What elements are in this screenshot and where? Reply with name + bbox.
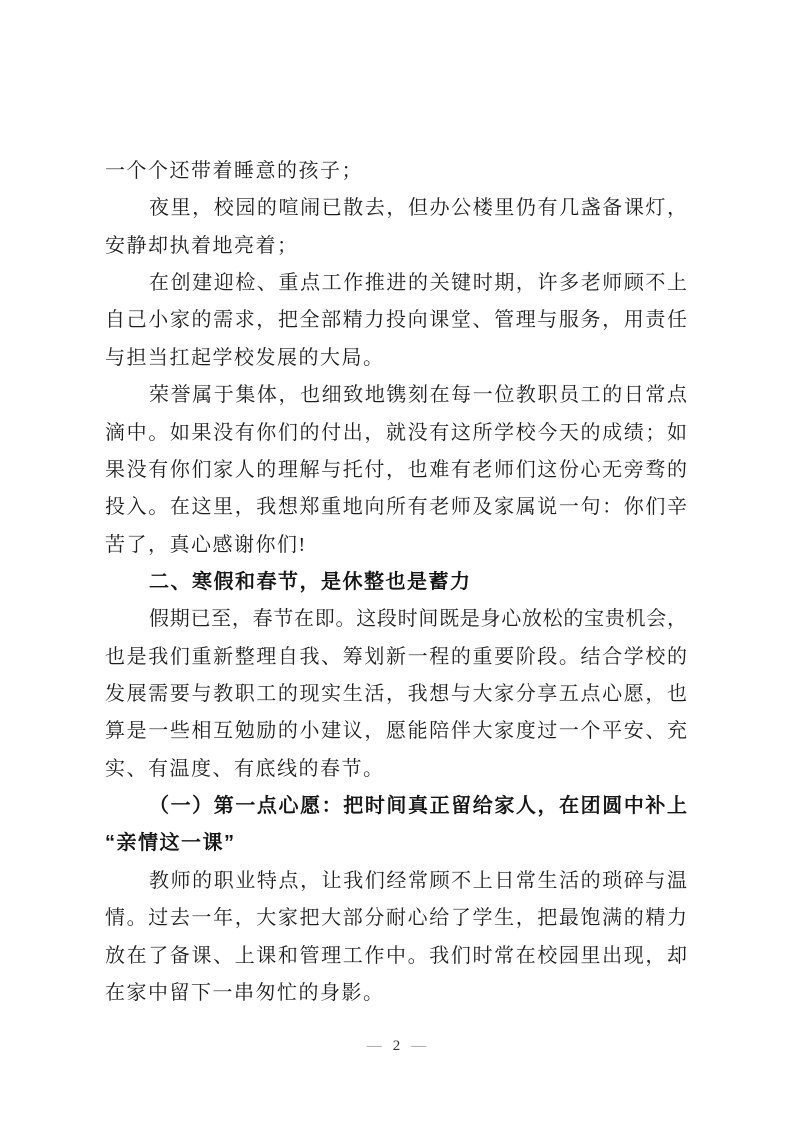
body-line: 果没有你们家人的理解与托付，也难有老师们这份心无旁骛的 <box>105 458 687 481</box>
body-line: 投入。在这里，我想郑重地向所有老师及家属说一句：你们辛 <box>105 496 687 519</box>
body-line: 在创建迎检、重点工作推进的关键时期，许多老师顾不上 <box>149 272 687 295</box>
body-line: 也是我们重新整理自我、筹划新一程的重要阶段。结合学校的 <box>105 645 687 668</box>
body-line: 夜里，校园的喧闹已散去，但办公楼里仍有几盏备课灯， <box>149 197 687 220</box>
page-footer <box>0 1036 793 1056</box>
document-body <box>105 153 687 1012</box>
body-line: 假期已至，春节在即。这段时间既是身心放松的宝贵机会， <box>149 608 687 631</box>
body-line: 一个个还带着睡意的孩子； <box>105 160 363 182</box>
body-line: 发展需要与教职工的现实生活，我想与大家分享五点心愿，也 <box>105 683 687 706</box>
body-line: 放在了备课、上课和管理工作中。我们时常在校园里出现，却 <box>105 944 687 967</box>
body-line: 自己小家的需求，把全部精力投向课堂、管理与服务，用责任 <box>105 309 687 332</box>
heading-line: “亲情这一课” <box>105 832 236 855</box>
heading-line: （一）第一点心愿：把时间真正留给家人，在团圆中补上 <box>149 795 687 818</box>
heading-line: 二、寒假和春节，是休整也是蓄力 <box>149 570 472 593</box>
body-line: 在家中留下一串匆忙的身影。 <box>105 981 385 1004</box>
body-line: 情。过去一年，大家把大部分耐心给了学生，把最饱满的精力 <box>105 907 687 930</box>
body-line: 安静却执着地亮着； <box>105 234 299 257</box>
body-line: 与担当扛起学校发展的大局。 <box>105 346 385 369</box>
body-line: 滴中。如果没有你们的付出，就没有这所学校今天的成绩；如 <box>105 421 687 444</box>
body-line: 算是一些相互勉励的小建议，愿能陪伴大家度过一个平安、充 <box>105 720 687 743</box>
footer-left-dash: — <box>366 1038 382 1054</box>
footer-page-number: 2 <box>392 1038 401 1054</box>
body-line: 教师的职业特点，让我们经常顾不上日常生活的琐碎与温 <box>149 869 687 892</box>
body-line: 苦了，真心感谢你们! <box>105 533 307 556</box>
footer-right-dash: — <box>411 1038 427 1054</box>
body-line: 荣誉属于集体，也细致地镌刻在每一位教职员工的日常点 <box>149 384 687 407</box>
body-line: 实、有温度、有底线的春节。 <box>105 757 385 780</box>
document-lines <box>105 153 687 1012</box>
